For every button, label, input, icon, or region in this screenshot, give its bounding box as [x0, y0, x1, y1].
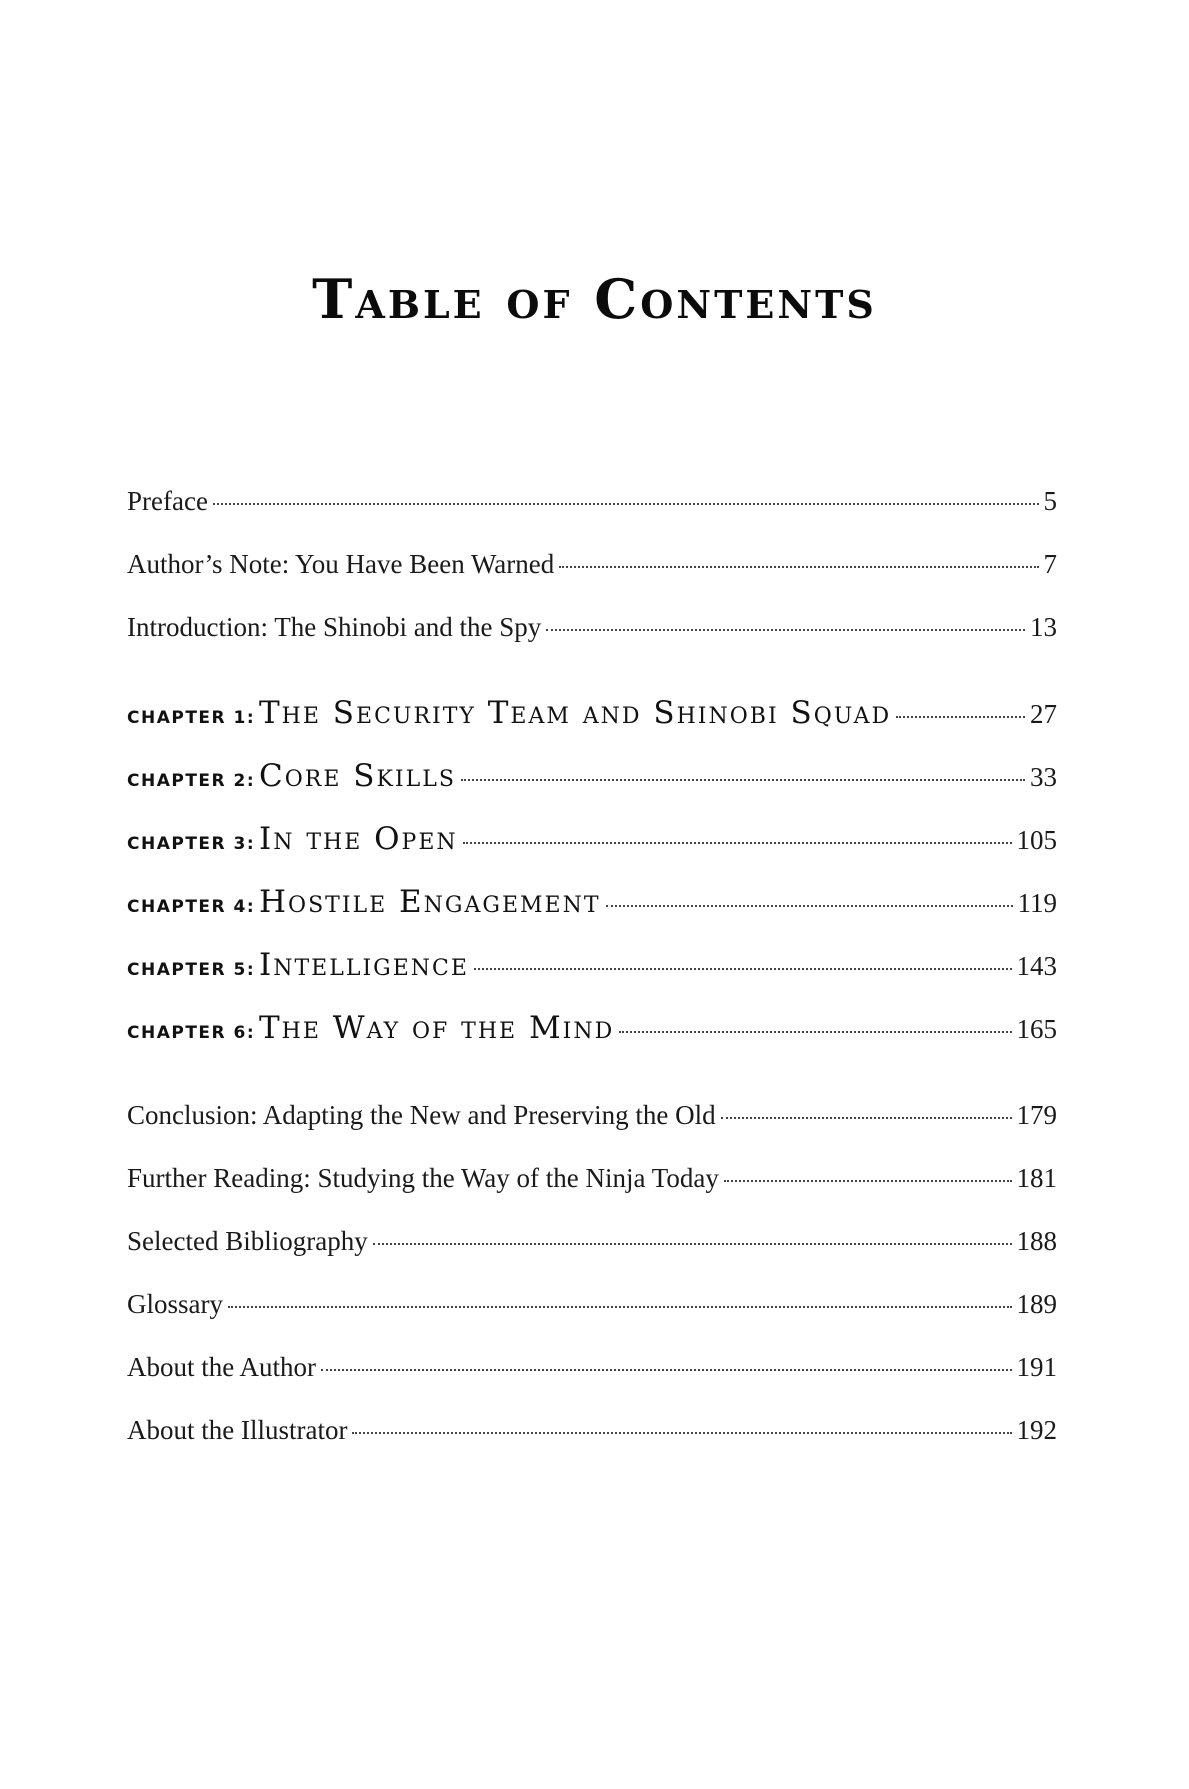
chapter-number: CHAPTER 1:: [127, 708, 256, 728]
toc-entry-further-reading[interactable]: [127, 1163, 1057, 1194]
dot-leader: [228, 1306, 1012, 1308]
entry-page-number: 192: [1016, 1415, 1057, 1445]
dot-leader: [213, 503, 1039, 505]
chapter-title: In the Open: [259, 821, 458, 857]
toc-entry-conclusion[interactable]: [127, 1100, 1057, 1131]
page-title: Table of Contents: [312, 267, 877, 332]
entry-page-number: 165: [1016, 1014, 1057, 1044]
entry-page-number: 191: [1016, 1352, 1057, 1382]
chapter-title: Core Skills: [259, 758, 456, 794]
entry-page-number: 181: [1016, 1163, 1057, 1193]
toc-entry-chapter-4[interactable]: [127, 884, 1057, 920]
entry-page-number: 7: [1043, 549, 1057, 579]
toc-entry-preface[interactable]: [127, 486, 1057, 517]
chapter-number: CHAPTER 5:: [127, 960, 256, 980]
dot-leader: [463, 842, 1012, 844]
chapter-number: CHAPTER 2:: [127, 771, 256, 791]
entry-page-number: 189: [1016, 1289, 1057, 1319]
chapter-title: Intelligence: [259, 947, 469, 983]
entry-page-number: 5: [1043, 486, 1057, 516]
entry-page-number: 27: [1030, 699, 1057, 729]
dot-leader: [724, 1180, 1012, 1182]
entry-label: About the Illustrator: [127, 1415, 348, 1445]
chapter-number: CHAPTER 6:: [127, 1023, 256, 1043]
entry-label: Glossary: [127, 1289, 223, 1319]
toc-entry-introduction[interactable]: [127, 612, 1057, 643]
dot-leader: [546, 629, 1025, 631]
entry-label: Author’s Note: You Have Been Warned: [127, 549, 555, 579]
dot-leader: [559, 566, 1038, 568]
chapter-number: CHAPTER 3:: [127, 834, 256, 854]
toc-entry-chapter-1[interactable]: [127, 695, 1057, 731]
toc-entry-glossary[interactable]: [127, 1289, 1057, 1320]
entry-label: Conclusion: Adapting the New and Preserving the Old: [127, 1100, 716, 1130]
entry-page-number: 119: [1017, 888, 1057, 918]
entry-label: Preface: [127, 486, 208, 516]
entry-label: About the Author: [127, 1352, 316, 1382]
toc-entry-chapter-6[interactable]: [127, 1010, 1057, 1046]
chapter-title: Hostile Engagement: [259, 884, 601, 920]
toc-entry-about-illustrator[interactable]: [127, 1415, 1057, 1446]
toc-entry-chapter-5[interactable]: [127, 947, 1057, 983]
dot-leader: [352, 1432, 1011, 1434]
toc-entry-about-author[interactable]: [127, 1352, 1057, 1383]
chapter-number: CHAPTER 4:: [127, 897, 256, 917]
entry-page-number: 13: [1030, 612, 1057, 642]
entry-label: Selected Bibliography: [127, 1226, 368, 1256]
entry-page-number: 33: [1030, 762, 1057, 792]
toc-entry-bibliography[interactable]: [127, 1226, 1057, 1257]
dot-leader: [461, 779, 1025, 781]
dot-leader: [606, 905, 1013, 907]
dot-leader: [321, 1369, 1012, 1371]
toc-entry-authors-note[interactable]: [127, 549, 1057, 580]
entry-page-number: 179: [1016, 1100, 1057, 1130]
entry-label: Introduction: The Shinobi and the Spy: [127, 612, 542, 642]
chapter-title: The Security Team and Shinobi Squad: [259, 695, 892, 731]
dot-leader: [474, 968, 1012, 970]
dot-leader: [896, 716, 1025, 718]
dot-leader: [619, 1031, 1011, 1033]
entry-page-number: 105: [1016, 825, 1057, 855]
chapter-title: The Way of the Mind: [259, 1010, 615, 1046]
entry-page-number: 188: [1016, 1226, 1057, 1256]
toc-entry-chapter-2[interactable]: [127, 758, 1057, 794]
entry-page-number: 143: [1016, 951, 1057, 981]
toc-entry-chapter-3[interactable]: [127, 821, 1057, 857]
dot-leader: [721, 1117, 1012, 1119]
entry-label: Further Reading: Studying the Way of the Ninja Today: [127, 1163, 719, 1193]
dot-leader: [373, 1243, 1012, 1245]
